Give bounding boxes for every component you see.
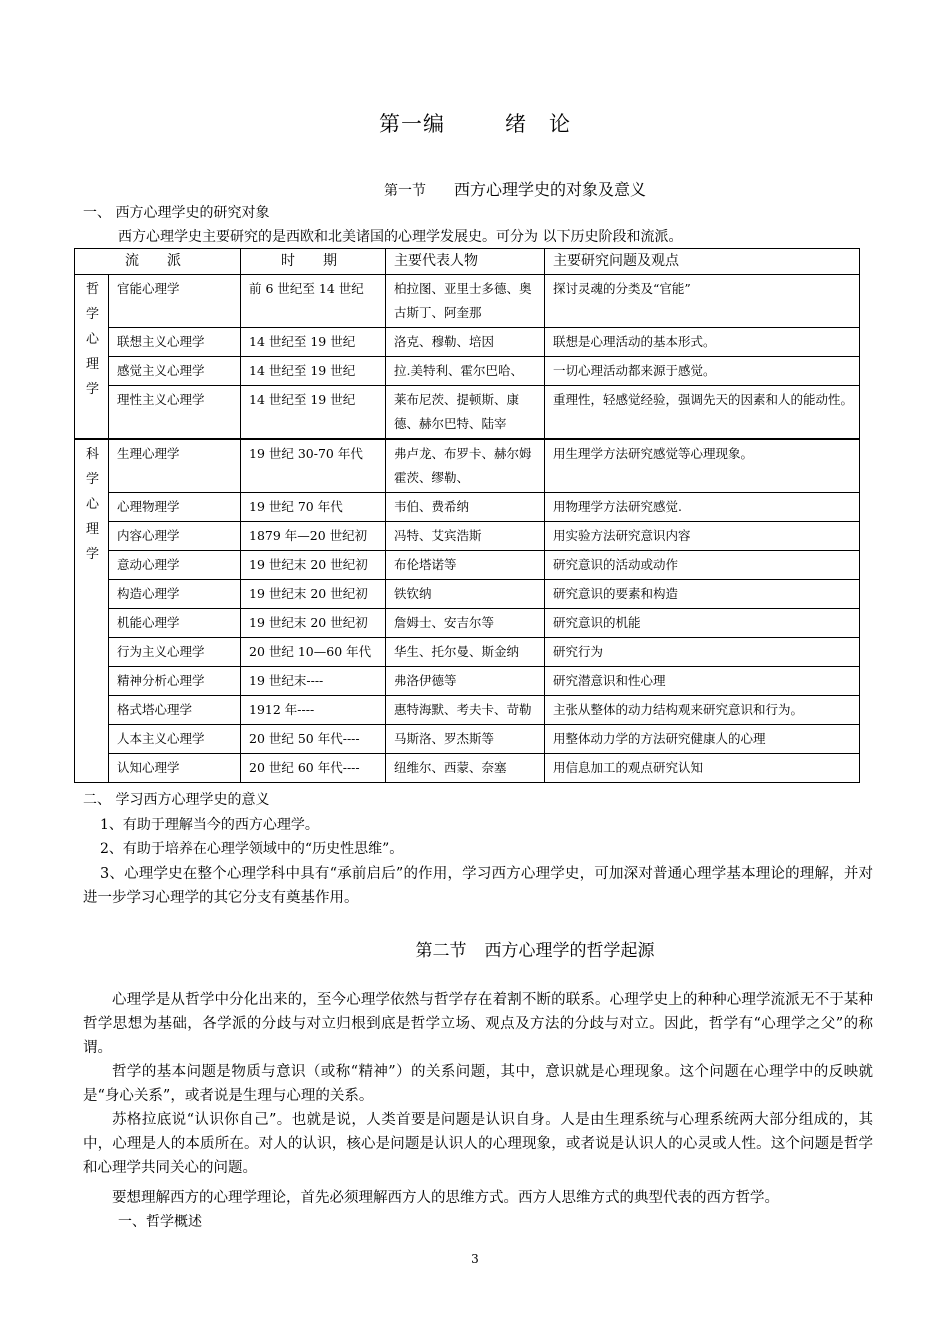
section1-title-text: 西方心理学史的对象及意义 [453, 180, 646, 199]
paragraph-2: 哲学的基本问题是物质与意识（或称“精神”）的关系问题，其中，意识就是心理现象。这个问题在心理学中的反映就是“身心关系”，或者说是生理与心理的关系。 [83, 1064, 873, 1104]
section2-title [60, 936, 950, 961]
cell-school: 认知心理学 [109, 754, 241, 783]
cell-school: 构造心理学 [109, 580, 241, 609]
cell-period: 20 世纪 10—60 年代 [241, 638, 386, 667]
section1-heading2: 二、 学习西方心理学史的意义 [83, 792, 270, 808]
category-char: 心 [85, 332, 99, 347]
category-char: 学 [85, 307, 99, 322]
section2-subheading: 一、哲学概述 [118, 1214, 202, 1230]
cell-people: 惠特海默、考夫卡、苛勒 [386, 696, 545, 725]
cell-people: 洛克、穆勒、培因 [386, 328, 545, 357]
header-people: 主要代表人物 [386, 249, 545, 275]
section1-title [40, 177, 950, 200]
table-row [75, 609, 860, 638]
cell-view: 研究行为 [545, 638, 860, 667]
header-school: 流 派 [75, 249, 241, 275]
category-char: 理 [85, 357, 99, 372]
page-number: 3 [471, 1252, 479, 1266]
cell-school: 生理心理学 [109, 439, 241, 493]
table-row [75, 357, 860, 386]
category-char: 理 [85, 522, 99, 537]
table-header-row [75, 249, 860, 275]
table-row [75, 580, 860, 609]
section1-heading1: 一、 西方心理学史的研究对象 [83, 205, 270, 221]
cell-view: 研究潜意识和性心理 [545, 667, 860, 696]
cell-school: 理性主义心理学 [109, 386, 241, 440]
part-title [0, 108, 950, 138]
cell-view: 重理性，轻感觉经验，强调先天的因素和人的能动性。 [545, 386, 860, 440]
cell-people: 铁钦纳 [386, 580, 545, 609]
header-view: 主要研究问题及观点 [545, 249, 860, 275]
point-3: 3、心理学史在整个心理学科中具有“承前启后”的作用，学习西方心理学史，可加深对普通心理学基本理论的理解，并对进一步学习心理学的其它分支有奠基作用。 [83, 866, 873, 906]
cell-people: 冯特、艾宾浩斯 [386, 522, 545, 551]
table-row [75, 551, 860, 580]
table-row [75, 696, 860, 725]
cell-view: 主张从整体的动力结构观来研究意识和行为。 [545, 696, 860, 725]
paragraph-1: 心理学是从哲学中分化出来的，至今心理学依然与哲学存在着割不断的联系。心理学史上的种种心理学流派无不于某种哲学思想为基础，各学派的分歧与对立归根到底是哲学立场、观点及方法的分歧与对立。因此，哲学有“心理学之父”的称谓。 [83, 992, 873, 1056]
cell-view: 探讨灵魂的分类及“官能” [545, 275, 860, 328]
table-row [75, 386, 860, 440]
cell-period: 19 世纪 30-70 年代 [241, 439, 386, 493]
cell-period: 1879 年—20 世纪初 [241, 522, 386, 551]
cell-people: 柏拉图、亚里士多德、奥古斯丁、阿奎那 [386, 275, 545, 328]
cell-view: 一切心理活动都来源于感觉。 [545, 357, 860, 386]
cell-view: 研究意识的活动或动作 [545, 551, 860, 580]
schools-table [74, 248, 860, 783]
cell-people: 布伦塔诺等 [386, 551, 545, 580]
category-char: 科 [85, 447, 99, 462]
cell-people: 弗卢龙、布罗卡、赫尔姆霍茨、缪勒、 [386, 439, 545, 493]
cell-people: 华生、托尔曼、斯金纳 [386, 638, 545, 667]
table-row [75, 638, 860, 667]
cell-period: 14 世纪至 19 世纪 [241, 357, 386, 386]
cell-school: 感觉主义心理学 [109, 357, 241, 386]
cell-school: 联想主义心理学 [109, 328, 241, 357]
cell-school: 机能心理学 [109, 609, 241, 638]
category-char: 学 [85, 472, 99, 487]
cell-period: 14 世纪至 19 世纪 [241, 386, 386, 440]
cell-people: 莱布尼茨、提顿斯、康德、赫尔巴特、陆宰 [386, 386, 545, 440]
cell-school: 格式塔心理学 [109, 696, 241, 725]
cell-people: 纽维尔、西蒙、奈塞 [386, 754, 545, 783]
cell-people: 拉.美特利、霍尔巴哈、 [386, 357, 545, 386]
table-row [75, 754, 860, 783]
cell-people: 马斯洛、罗杰斯等 [386, 725, 545, 754]
cell-view: 联想是心理活动的基本形式。 [545, 328, 860, 357]
cell-period: 1912 年---- [241, 696, 386, 725]
category-cell [75, 439, 109, 783]
part-title-number: 第一编 [379, 112, 445, 136]
table-row [75, 275, 860, 328]
table-row [75, 725, 860, 754]
cell-school: 意动心理学 [109, 551, 241, 580]
category-cell [75, 275, 109, 440]
cell-school: 人本主义心理学 [109, 725, 241, 754]
point-1: 1、有助于理解当今的西方心理学。 [100, 817, 319, 833]
cell-view: 用整体动力学的方法研究健康人的心理 [545, 725, 860, 754]
cell-period: 19 世纪末 20 世纪初 [241, 580, 386, 609]
section2-title-text: 西方心理学的哲学起源 [484, 941, 655, 961]
section1-intro: 西方心理学史主要研究的是西欧和北美诸国的心理学发展史。可分为 以下历史阶段和流派。 [118, 229, 683, 245]
cell-people: 弗洛伊德等 [386, 667, 545, 696]
point-2: 2、有助于培养在心理学领域中的“历史性思维”。 [100, 841, 404, 857]
cell-period: 19 世纪 70 年代 [241, 493, 386, 522]
cell-view: 用生理学方法研究感觉等心理现象。 [545, 439, 860, 493]
cell-period: 14 世纪至 19 世纪 [241, 328, 386, 357]
part-title-text: 绪 论 [505, 112, 571, 136]
cell-period: 20 世纪 60 年代---- [241, 754, 386, 783]
cell-people: 韦伯、费希纳 [386, 493, 545, 522]
section1-number: 第一节 [383, 183, 426, 199]
table-row [75, 328, 860, 357]
table-row [75, 667, 860, 696]
cell-view: 研究意识的机能 [545, 609, 860, 638]
category-char: 学 [85, 547, 99, 562]
cell-people: 詹姆士、安吉尔等 [386, 609, 545, 638]
cell-school: 心理物理学 [109, 493, 241, 522]
section2-number: 第二节 [415, 941, 467, 961]
cell-view: 用物理学方法研究感觉. [545, 493, 860, 522]
cell-period: 19 世纪末---- [241, 667, 386, 696]
cell-school: 官能心理学 [109, 275, 241, 328]
cell-view: 用实验方法研究意识内容 [545, 522, 860, 551]
table-row [75, 493, 860, 522]
cell-period: 19 世纪末 20 世纪初 [241, 609, 386, 638]
table-row [75, 439, 860, 493]
paragraph-4: 要想理解西方的心理学理论，首先必须理解西方人的思维方式。西方人思维方式的典型代表的西方哲学。 [112, 1190, 779, 1206]
cell-view: 研究意识的要素和构造 [545, 580, 860, 609]
category-char: 哲 [85, 282, 99, 297]
cell-school: 精神分析心理学 [109, 667, 241, 696]
category-char: 学 [85, 382, 99, 397]
category-char: 心 [85, 497, 99, 512]
cell-period: 20 世纪 50 年代---- [241, 725, 386, 754]
cell-view: 用信息加工的观点研究认知 [545, 754, 860, 783]
cell-period: 前 6 世纪至 14 世纪 [241, 275, 386, 328]
cell-period: 19 世纪末 20 世纪初 [241, 551, 386, 580]
cell-school: 行为主义心理学 [109, 638, 241, 667]
cell-school: 内容心理学 [109, 522, 241, 551]
header-period: 时 期 [241, 249, 386, 275]
paragraph-3: 苏格拉底说“认识你自己”。也就是说，人类首要是问题是认识自身。人是由生理系统与心理系统两大部分组成的，其中，心理是人的本质所在。对人的认识，核心是问题是认识人的心理现象，或者说是认识人的心灵或人性。这个问题是哲学和心理学共同关心的问题。 [83, 1112, 873, 1176]
table-row [75, 522, 860, 551]
